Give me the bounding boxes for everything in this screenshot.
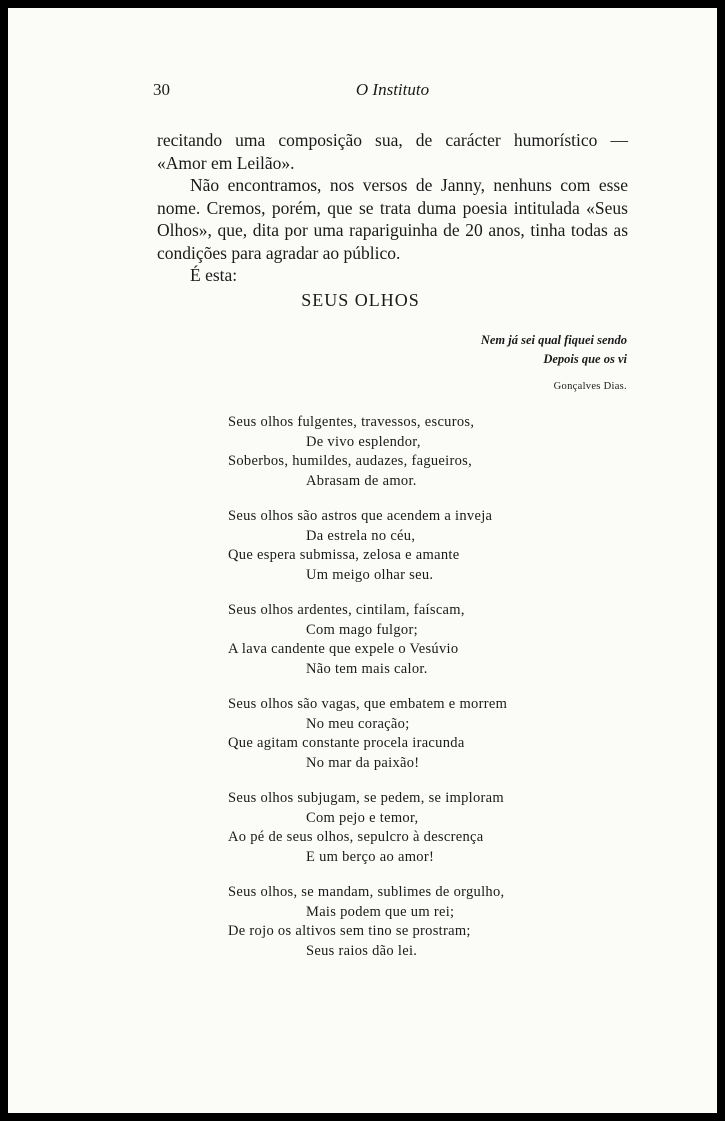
poem-line: Seus olhos fulgentes, travessos, escuros, (228, 414, 475, 430)
poem-line: Seus olhos, se mandam, sublimes de orgulho, (228, 884, 505, 900)
poem-line: Seus olhos ardentes, cintilam, faíscam, (228, 602, 465, 618)
poem-line: Da estrela no céu, (306, 527, 416, 544)
book-page (8, 8, 717, 1113)
prose-line: «Amor em Leilão». (157, 152, 295, 173)
poem-line: Ao pé de seus olhos, sepulcro à descrença (228, 829, 484, 845)
stanza (228, 883, 507, 961)
stanza (228, 413, 507, 491)
poem-line: Que espera submissa, zelosa e amante (228, 547, 460, 563)
prose-line: recitando uma composição sua, de carácter humorístico — (157, 130, 628, 150)
poem-line: E um berço ao amor! (306, 848, 435, 865)
poem-line: Seus olhos são vagas, que embatem e morrem (228, 696, 508, 712)
poem-line: De vivo esplendor, (306, 433, 421, 450)
poem-line: Mais podem que um rei; (306, 903, 455, 920)
poem-line: Que agitam constante procela iracunda (228, 735, 465, 751)
stanza (228, 507, 507, 585)
poem-body (228, 413, 507, 977)
poem-title: SEUS OLHOS (301, 290, 420, 310)
poem-line: No mar da paixão! (306, 754, 420, 771)
poem-line: Não tem mais calor. (306, 660, 428, 677)
stanza (228, 789, 507, 867)
prose-paragraph: Não encontramos, nos versos de Janny, nenhuns com esse nome. Cremos, porém, que se trata duma poesia intitulada «Seus Olhos», que, dita por uma rapariguinha de 20 anos, tinha todas as condições para agradar ao público. (157, 175, 628, 263)
poem-line: De rojo os altivos sem tino se prostram; (228, 923, 471, 939)
poem-line: Abrasam de amor. (306, 472, 417, 489)
poem-line: Com mago fulgor; (306, 621, 418, 638)
stanza (228, 601, 507, 679)
poem-line: Um meigo olhar seu. (306, 566, 434, 583)
epigraph-line: Depois que os vi (543, 352, 627, 366)
stanza (228, 695, 507, 773)
prose-block (157, 129, 628, 287)
epigraph-author: Gonçalves Dias. (553, 381, 627, 392)
poem-line: No meu coração; (306, 715, 410, 732)
poem-line: Soberbos, humildes, audazes, fagueiros, (228, 453, 473, 469)
epigraph (481, 331, 627, 369)
poem-line: Com pejo e temor, (306, 809, 419, 826)
poem-line: Seus olhos são astros que acendem a inveja (228, 508, 493, 524)
epigraph-line: Nem já sei qual fiquei sendo (480, 333, 627, 347)
page-number: 30 (153, 80, 170, 99)
poem-line: Seus raios dão lei. (306, 942, 418, 959)
prose-paragraph: É esta: (190, 265, 238, 285)
running-title: O Instituto (355, 80, 430, 99)
poem-line: A lava candente que expele o Vesúvio (228, 641, 459, 657)
poem-line: Seus olhos subjugam, se pedem, se imploram (228, 790, 504, 806)
